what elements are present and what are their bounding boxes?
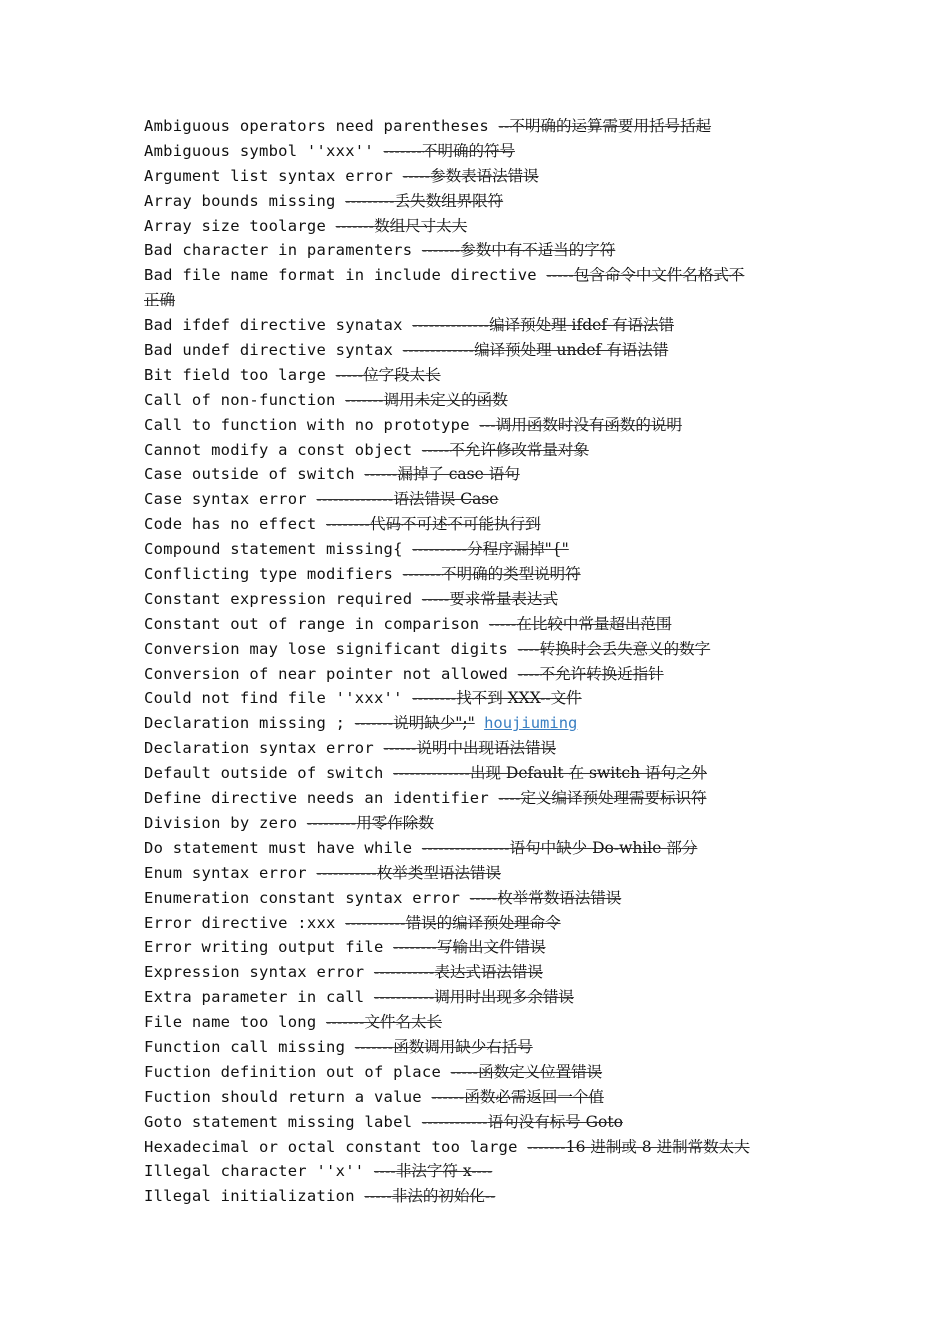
document-line [144,786,814,811]
dash-separator: --- [479,415,496,434]
error-message-english: Expression syntax error [144,963,374,982]
dash-separator: --------- [306,813,357,832]
error-message-chinese: 调用时出现多余错误 [434,988,574,1007]
error-message-english: Argument list syntax error [144,166,403,185]
dash-separator: ------ [364,465,398,484]
document-line [144,363,814,388]
document-line [144,637,814,662]
error-message-chinese: 不允许修改常量对象 [449,440,589,459]
document-line [144,214,814,239]
document-line [144,911,814,936]
error-message-chinese: 说明缺少";" [393,714,475,733]
error-message-english: Cannot modify a const object [144,440,422,459]
dash-separator: ------- [527,1137,566,1156]
error-message-chinese: 不明确的类型说明符 [441,565,581,584]
error-message-english: Fuction definition out of place [144,1062,451,1081]
error-message-english: Goto statement missing label [144,1112,422,1131]
dash-separator: ---------- [412,540,468,559]
error-message-chinese: 包含命令中文件名格式不 [573,266,745,285]
dash-separator: ----------- [373,963,435,982]
error-message-english: Conversion may lose significant digits [144,639,518,658]
error-message-chinese: 函数必需返回一个值 [464,1087,604,1106]
dash-separator: ----------- [345,913,406,932]
dash-separator: ------ [431,1087,465,1106]
dash-separator: ------- [326,1013,365,1032]
document-line [144,587,814,612]
dash-separator: ----------- [373,988,435,1007]
error-message-english: Case outside of switch [144,465,365,484]
dash-separator: ----- [450,1062,479,1081]
error-message-chinese: 不明确的符号 [421,141,515,160]
dash-separator: -------------- [412,316,490,335]
error-message-english: Call to function with no prototype [144,415,480,434]
error-message-english: Constant out of range in comparison [144,614,489,633]
error-message-chinese: 参数表语法错误 [430,166,539,185]
error-message-english: Extra parameter in call [144,988,374,1007]
error-message-english: Compound statement missing{ [144,540,413,559]
document-line [144,761,814,786]
dash-separator: -------------- [393,764,470,783]
error-message-chinese: 数组尺寸太大 [374,216,468,235]
error-message-chinese: 转换时会丢失意义的数字 [539,639,711,658]
error-message-chinese: 语句没有标号 Goto [487,1112,623,1131]
error-message-chinese: 不明确的运算需要用括号括起 [509,117,712,135]
error-message-english: Array bounds missing [144,191,346,210]
document-line [144,1159,814,1184]
error-message-english: Function call missing [144,1037,355,1056]
document-line [144,1035,814,1060]
error-message-english: Do statement must have while [144,838,422,857]
dash-separator: ------------ [421,1112,488,1131]
document-line [144,612,814,637]
dash-separator: --------- [345,191,395,210]
error-message-chinese: 出现 Default 在 switch 语句之外 [469,764,707,783]
dash-separator: ------- [402,565,442,584]
error-message-chinese: 用零作除数 [356,813,434,832]
error-message-english: Call of non-function [144,390,346,409]
document-line [144,711,814,736]
document-line [144,238,814,263]
document-line [144,537,814,562]
error-message-chinese: 不允许转换近指针 [539,664,664,683]
document-line [144,985,814,1010]
document-line [144,164,814,189]
error-message-chinese: 函数定义位置错误 [478,1062,603,1081]
dash-separator: ---- [517,639,540,658]
document-line [144,1110,814,1135]
error-message-chinese: 枚举常数语法错误 [497,888,622,907]
document-line [144,512,814,537]
document-line [144,438,814,463]
dash-separator: ------------- [402,341,475,360]
document-line [144,686,814,711]
dash-separator: -- [498,117,510,135]
dash-separator: ------- [354,714,394,733]
error-message-english: Bit field too large [144,365,336,384]
document-line [144,836,814,861]
document-line [144,1184,814,1209]
error-message-english: Bad ifdef directive synatax [144,316,413,335]
dash-separator: ----- [488,614,517,633]
dash-separator: ---- [373,1162,396,1181]
error-message-english: Declaration syntax error [144,739,384,758]
document-line [144,288,814,313]
document-line [144,338,814,363]
document-line [144,562,814,587]
document-body [144,114,814,1209]
error-message-english: Array size toolarge [144,216,336,235]
error-message-chinese: 调用函数时没有函数的说明 [495,415,682,434]
document-line [144,139,814,164]
error-message-chinese: 错误的编译预处理命令 [405,913,561,932]
document-line [144,189,814,214]
error-message-chinese: 编译预处理 ifdef 有语法错 [489,316,675,335]
error-message-english: Illegal initialization [144,1187,365,1206]
document-line [144,263,814,288]
error-message-english: Bad file name format in include directive [144,266,547,285]
error-message-chinese: 调用未定义的函数 [383,390,508,409]
error-message-english: Error directive :xxx [144,913,346,932]
error-message-chinese: 正确 [144,291,176,310]
error-message-english: Declaration missing ; [144,714,355,733]
error-message-english: Ambiguous symbol ''xxx'' [144,141,384,160]
document-line [144,1135,814,1160]
document-line [144,886,814,911]
dash-separator: ------- [383,141,422,160]
dash-separator: ----- [364,1187,392,1206]
document-line [144,1010,814,1035]
error-message-chinese: 位字段太长 [363,365,441,384]
error-message-english: Define directive needs an identifier [144,789,499,808]
dash-separator: ------- [354,1037,394,1056]
error-message-chinese: 表达式语法错误 [434,963,543,982]
document-line [144,462,814,487]
error-message-chinese: 编译预处理 undef 有语法错 [474,341,669,360]
error-message-chinese: 非法的初始化-- [391,1187,496,1206]
dash-separator: ----- [421,589,450,608]
document-line [144,413,814,438]
error-message-chinese: 分程序漏掉"{" [467,540,569,559]
error-message-english: Enum syntax error [144,863,317,882]
dash-separator: ---- [517,664,540,683]
document-line [144,388,814,413]
dash-separator: -------- [393,938,438,957]
dash-separator: ----- [335,365,364,384]
document-line [144,1085,814,1110]
error-message-english: Code has no effect [144,515,327,534]
error-message-chinese: 函数调用缺少右括号 [393,1037,533,1056]
error-message-chinese: 找不到 XXX--文件 [456,689,582,708]
document-line [144,114,814,139]
error-message-chinese: 代码不可述不可能执行到 [369,515,541,534]
dash-separator: ------- [421,241,461,260]
error-message-chinese: 定义编译预处理需要标识符 [520,789,707,808]
dash-separator: ---- [498,789,521,808]
error-message-english: Constant expression required [144,589,422,608]
dash-separator: ----- [469,888,498,907]
document-line [144,736,814,761]
error-message-chinese: 要求常量表达式 [449,589,558,608]
document-line [144,811,814,836]
error-message-chinese: 16 进制或 8 进制常数太大 [565,1137,750,1156]
dash-separator: ------- [335,216,375,235]
error-message-chinese: 参数中有不适当的字符 [460,241,616,260]
dash-separator: ----- [402,166,431,185]
error-message-english: Error writing output file [144,938,394,957]
error-message-english: Ambiguous operators need parentheses [144,117,499,135]
error-message-english: Could not find file ''xxx'' [144,689,413,708]
dash-separator: ------ [383,739,417,758]
error-message-english: Bad character in paramenters [144,241,422,260]
error-message-chinese: 语法错误 Case [393,490,499,509]
error-message-chinese: 在比较中常量超出范围 [516,614,672,633]
error-message-chinese: 漏掉了 case 语句 [397,465,520,484]
error-message-english: Division by zero [144,813,307,832]
document-line [144,1060,814,1085]
error-message-english: Conversion of near pointer not allowed [144,664,518,683]
dash-separator: ----- [421,440,450,459]
error-message-english: Case syntax error [144,490,317,509]
dash-separator: ---------------- [421,838,510,857]
error-message-chinese: 文件名太长 [364,1013,442,1032]
dash-separator: -------------- [316,490,394,509]
error-message-chinese: 写输出文件错误 [437,938,546,957]
dash-separator: ----- [546,266,574,285]
document-line [144,313,814,338]
error-message-english: Hexadecimal or octal constant too large [144,1137,528,1156]
dash-separator: ------- [345,390,384,409]
error-message-english: File name too long [144,1013,327,1032]
dash-separator: ----------- [316,863,377,882]
dash-separator: -------- [412,689,457,708]
document-line [144,487,814,512]
error-message-english: Conflicting type modifiers [144,565,403,584]
error-message-english: Illegal character ''x'' [144,1162,374,1181]
error-message-english: Bad undef directive syntax [144,341,403,360]
error-message-chinese: 语句中缺少 Do-while 部分 [509,838,698,857]
error-message-english: Fuction should return a value [144,1087,432,1106]
error-message-chinese: 说明中出现语法错误 [416,739,556,758]
dash-separator: -------- [326,515,370,534]
document-line [144,861,814,886]
document-line [144,662,814,687]
error-message-chinese: 丢失数组界限符 [394,191,504,210]
error-message-english: Enumeration constant syntax error [144,888,470,907]
error-message-english: Default outside of switch [144,764,394,783]
author-link[interactable]: houjiuming [484,714,578,733]
error-message-chinese: 非法字符 x---- [395,1162,493,1181]
document-line [144,935,814,960]
document-line [144,960,814,985]
error-message-chinese: 枚举类型语法错误 [376,863,501,882]
